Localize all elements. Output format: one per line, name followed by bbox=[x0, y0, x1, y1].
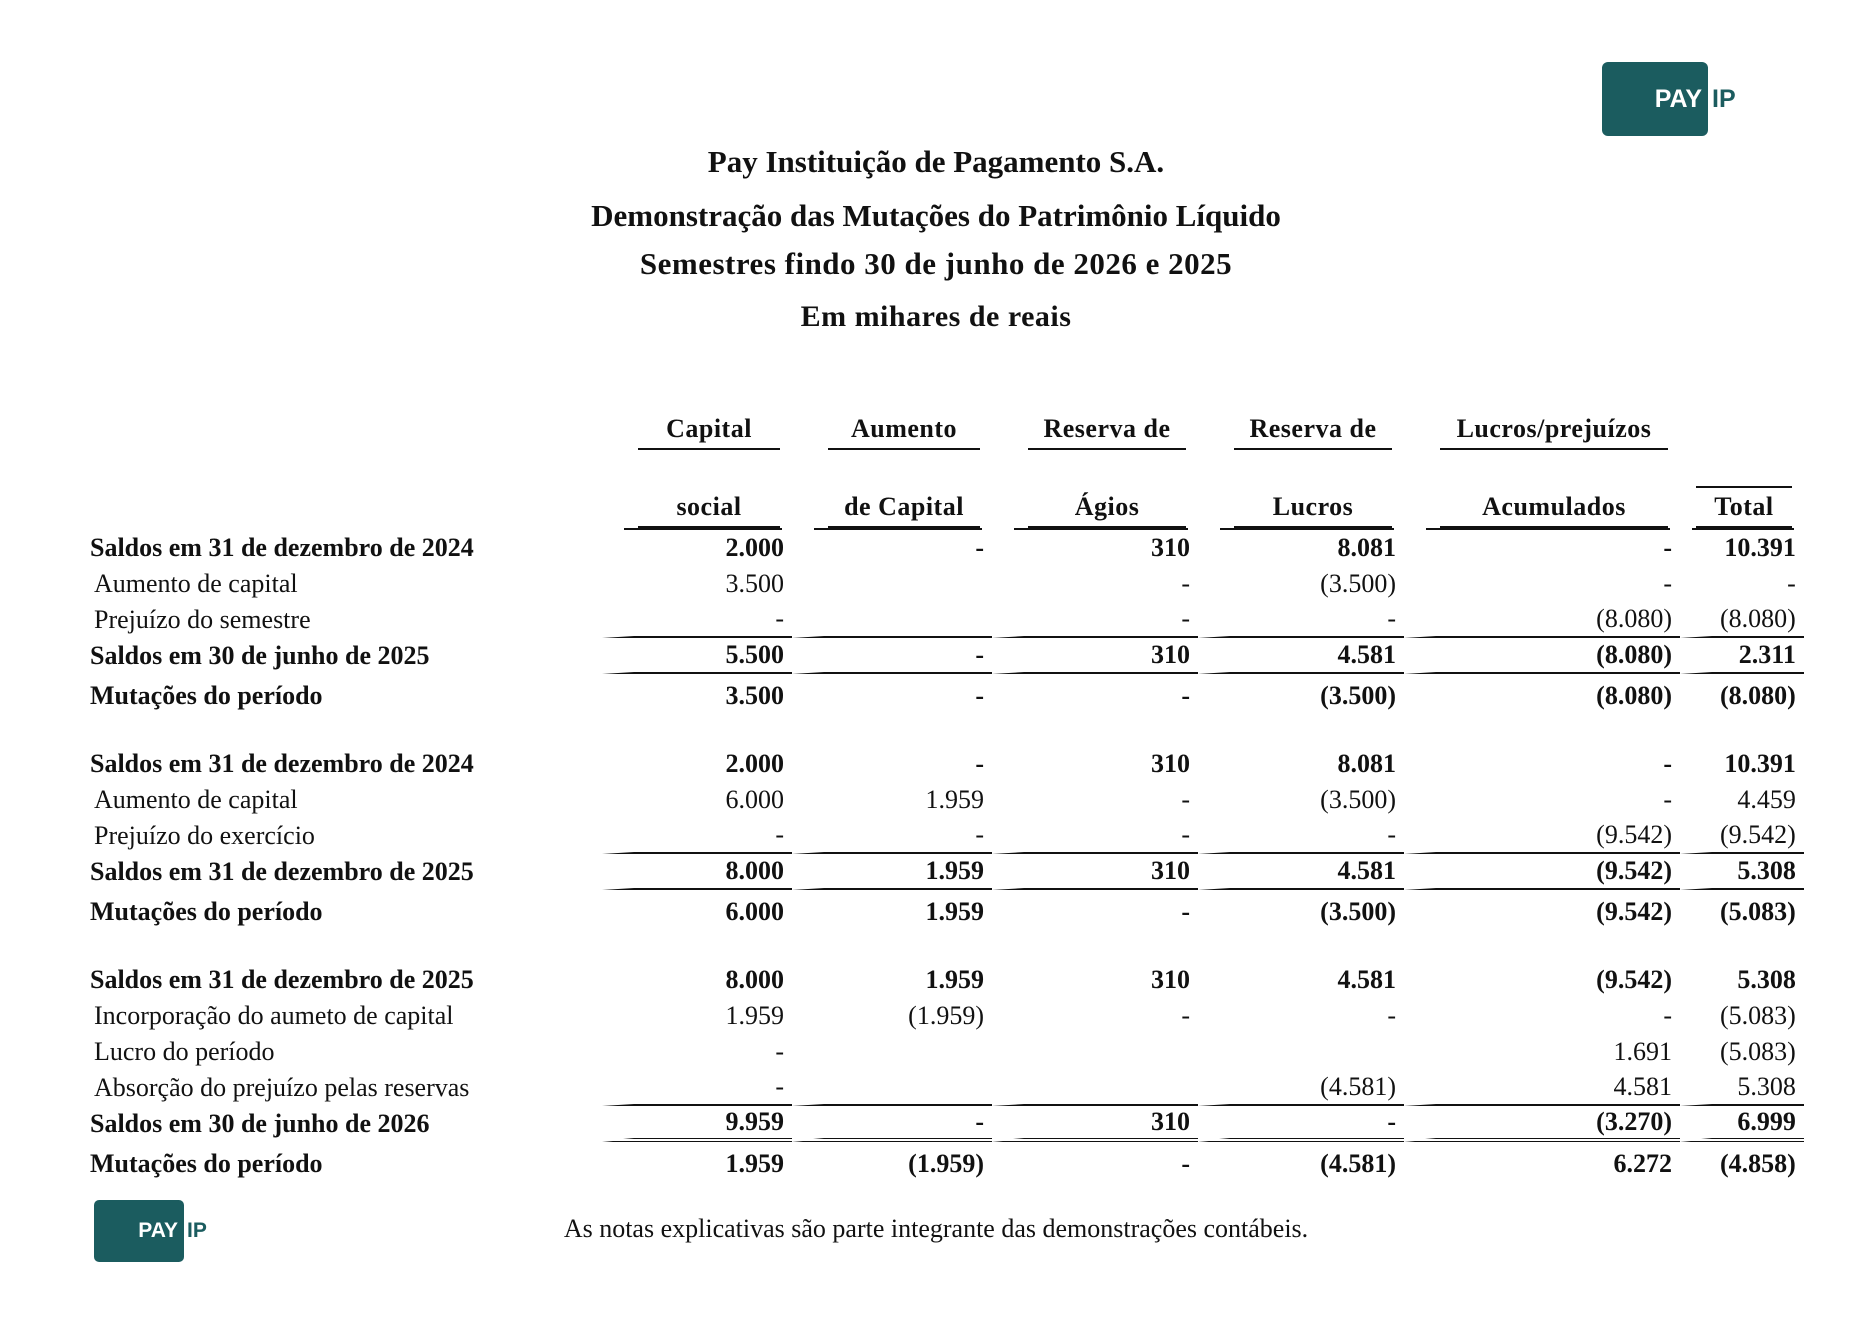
cell-aumento-capital: - bbox=[792, 1106, 992, 1142]
cell-lucros-acumulados: 4.581 bbox=[1404, 1070, 1680, 1106]
cell-reserva-agios: - bbox=[1181, 785, 1190, 814]
cell-lucros-acumulados: - bbox=[1663, 1001, 1672, 1030]
cell-lucros-acumulados: (8.080) bbox=[1404, 602, 1680, 638]
spacer-cell bbox=[1198, 934, 1404, 962]
row-label: Absorção do prejuízo pelas reservas bbox=[94, 1073, 470, 1102]
row-label: Mutações do período bbox=[90, 897, 323, 926]
cell-total: 6.999 bbox=[1680, 1106, 1804, 1142]
payip-logo-top bbox=[1602, 62, 1736, 136]
spacer-cell bbox=[792, 934, 992, 962]
cell-reserva-agios: - bbox=[992, 818, 1198, 854]
cell-aumento-capital bbox=[792, 602, 992, 638]
cell-reserva-agios bbox=[992, 1070, 1198, 1106]
cell-capital-social: 6.000 bbox=[725, 897, 784, 926]
col-header-reserva-agios: Reserva de Ágios bbox=[992, 410, 1198, 530]
row-label: Lucro do período bbox=[94, 1037, 275, 1066]
cell-reserva-agios: - bbox=[1181, 569, 1190, 598]
cell-reserva-lucros: 8.081 bbox=[1337, 533, 1396, 562]
cell-total: (9.542) bbox=[1680, 818, 1804, 854]
statement-title: Demonstração das Mutações do Patrimônio Líquido bbox=[591, 198, 1281, 233]
cell-lucros-acumulados: 1.691 bbox=[1613, 1037, 1672, 1066]
cell-aumento-capital: - bbox=[975, 749, 984, 778]
cell-total: (5.083) bbox=[1720, 1037, 1796, 1066]
col-header-capital-social: Capital social bbox=[602, 410, 792, 530]
cell-total: (5.083) bbox=[1720, 1001, 1796, 1030]
cell-aumento-capital: (1.959) bbox=[908, 1001, 984, 1030]
movement-row bbox=[82, 1034, 1804, 1070]
cell-capital-social: - bbox=[602, 602, 792, 638]
movement-row bbox=[82, 602, 1804, 638]
movement-row bbox=[82, 818, 1804, 854]
cell-capital-social: 2.000 bbox=[725, 533, 784, 562]
row-label: Saldos em 31 de dezembro de 2025 bbox=[90, 857, 474, 886]
row-label: Saldos em 31 de dezembro de 2024 bbox=[90, 749, 474, 778]
row-label: Prejuízo do exercício bbox=[94, 821, 315, 850]
cell-reserva-agios: - bbox=[1181, 1001, 1190, 1030]
cell-reserva-lucros: 4.581 bbox=[1337, 965, 1396, 994]
spacer-cell bbox=[82, 718, 602, 746]
cell-capital-social: 6.000 bbox=[725, 785, 784, 814]
spacer-cell bbox=[602, 934, 792, 962]
spacer-cell bbox=[1680, 718, 1804, 746]
cell-capital-social: - bbox=[775, 1037, 784, 1066]
cell-reserva-agios bbox=[992, 1034, 1198, 1070]
cell-capital-social: 2.000 bbox=[725, 749, 784, 778]
cell-reserva-lucros: (4.581) bbox=[1198, 1070, 1404, 1106]
spacer-cell bbox=[82, 934, 602, 962]
cell-reserva-lucros: (4.581) bbox=[1320, 1149, 1396, 1178]
spacer-cell bbox=[602, 718, 792, 746]
cell-reserva-lucros: (3.500) bbox=[1320, 569, 1396, 598]
cell-lucros-acumulados: (9.542) bbox=[1404, 818, 1680, 854]
logo-pay-box: PAY bbox=[1602, 62, 1708, 136]
cell-aumento-capital: 1.959 bbox=[925, 785, 984, 814]
cell-total: 2.311 bbox=[1680, 638, 1804, 674]
cell-aumento-capital: - bbox=[792, 818, 992, 854]
column-header-row bbox=[82, 410, 1804, 530]
cell-capital-social: 8.000 bbox=[602, 854, 792, 890]
spacer-cell bbox=[792, 718, 992, 746]
spacer-row bbox=[82, 934, 1804, 962]
row-label: Saldos em 30 de junho de 2026 bbox=[90, 1109, 430, 1138]
cell-aumento-capital bbox=[792, 566, 992, 602]
cell-lucros-acumulados: - bbox=[1663, 785, 1672, 814]
row-label: Saldos em 31 de dezembro de 2025 bbox=[90, 965, 474, 994]
spacer-cell bbox=[992, 718, 1198, 746]
cell-total: 5.308 bbox=[1737, 965, 1796, 994]
cell-reserva-lucros: 4.581 bbox=[1198, 638, 1404, 674]
cell-lucros-acumulados: 6.272 bbox=[1613, 1149, 1672, 1178]
cell-capital-social: 3.500 bbox=[725, 569, 784, 598]
balance-row bbox=[82, 746, 1804, 782]
footer-note: As notas explicativas são parte integrante das demonstrações contábeis. bbox=[563, 1214, 1309, 1243]
row-label: Saldos em 30 de junho de 2025 bbox=[90, 641, 430, 670]
cell-aumento-capital: 1.959 bbox=[792, 854, 992, 890]
col-header-reserva-lucros: Reserva de Lucros bbox=[1198, 410, 1404, 530]
row-label: Prejuízo do semestre bbox=[94, 605, 311, 634]
logo-ip-text: IP bbox=[187, 1219, 207, 1242]
col-header-lucros-acumulados: Lucros/prejuízos Acumulados bbox=[1404, 410, 1680, 530]
balance-row bbox=[82, 1106, 1804, 1142]
spacer-row bbox=[82, 718, 1804, 746]
cell-aumento-capital: - bbox=[792, 638, 992, 674]
cell-lucros-acumulados: - bbox=[1663, 569, 1672, 598]
cell-reserva-lucros: 8.081 bbox=[1337, 749, 1396, 778]
cell-capital-social: - bbox=[602, 818, 792, 854]
cell-total: 4.459 bbox=[1737, 785, 1796, 814]
cell-lucros-acumulados: (8.080) bbox=[1404, 638, 1680, 674]
period-change-row bbox=[82, 1142, 1804, 1186]
cell-lucros-acumulados: - bbox=[1663, 749, 1672, 778]
cell-reserva-lucros: - bbox=[1198, 602, 1404, 638]
cell-capital-social: 5.500 bbox=[602, 638, 792, 674]
cell-reserva-lucros: - bbox=[1387, 1001, 1396, 1030]
row-label: Aumento de capital bbox=[94, 569, 298, 598]
movement-row bbox=[82, 566, 1804, 602]
header-label-cell bbox=[82, 410, 602, 530]
period-change-row bbox=[82, 674, 1804, 718]
cell-capital-social: 1.959 bbox=[725, 1001, 784, 1030]
cell-reserva-lucros: (3.500) bbox=[1320, 785, 1396, 814]
cell-total: 5.308 bbox=[1680, 854, 1804, 890]
cell-lucros-acumulados: (9.542) bbox=[1596, 965, 1672, 994]
cell-aumento-capital bbox=[792, 1070, 992, 1106]
cell-reserva-lucros: - bbox=[1198, 1106, 1404, 1142]
cell-reserva-lucros: (3.500) bbox=[1320, 897, 1396, 926]
unit-label: Em mihares de reais bbox=[800, 300, 1072, 333]
cell-reserva-agios: 310 bbox=[1151, 749, 1190, 778]
balance-row bbox=[82, 854, 1804, 890]
cell-reserva-lucros bbox=[1198, 1034, 1404, 1070]
cell-capital-social: - bbox=[602, 1070, 792, 1106]
movement-row bbox=[82, 1070, 1804, 1106]
row-label: Mutações do período bbox=[90, 681, 323, 710]
cell-reserva-agios: - bbox=[1181, 681, 1190, 710]
cell-reserva-lucros: 4.581 bbox=[1198, 854, 1404, 890]
row-label: Incorporação do aumeto de capital bbox=[94, 1001, 454, 1030]
cell-lucros-acumulados: (9.542) bbox=[1404, 854, 1680, 890]
row-label: Aumento de capital bbox=[94, 785, 298, 814]
cell-total: 10.391 bbox=[1724, 533, 1796, 562]
cell-aumento-capital: (1.959) bbox=[908, 1149, 984, 1178]
col-header-total: Total bbox=[1680, 410, 1804, 530]
cell-lucros-acumulados: (9.542) bbox=[1596, 897, 1672, 926]
cell-aumento-capital: - bbox=[975, 681, 984, 710]
cell-reserva-agios: - bbox=[992, 602, 1198, 638]
balance-row bbox=[82, 962, 1804, 998]
cell-aumento-capital: - bbox=[975, 533, 984, 562]
cell-reserva-agios: 310 bbox=[1151, 965, 1190, 994]
cell-capital-social: 1.959 bbox=[725, 1149, 784, 1178]
balance-row bbox=[82, 530, 1804, 566]
cell-aumento-capital bbox=[792, 1034, 992, 1070]
cell-total: (4.858) bbox=[1720, 1149, 1796, 1178]
cell-reserva-agios: 310 bbox=[1151, 533, 1190, 562]
company-name: Pay Instituição de Pagamento S.A. bbox=[707, 144, 1165, 179]
period-change-row bbox=[82, 890, 1804, 934]
cell-total: - bbox=[1787, 569, 1796, 598]
cell-reserva-lucros: (3.500) bbox=[1320, 681, 1396, 710]
cell-aumento-capital: 1.959 bbox=[925, 965, 984, 994]
cell-aumento-capital: 1.959 bbox=[925, 897, 984, 926]
row-label: Saldos em 31 de dezembro de 2024 bbox=[90, 533, 474, 562]
col-header-aumento-capital: Aumento de Capital bbox=[792, 410, 992, 530]
cell-total: (8.080) bbox=[1720, 681, 1796, 710]
cell-reserva-lucros: - bbox=[1198, 818, 1404, 854]
logo-ip-text: IP bbox=[1712, 84, 1736, 113]
period-title: Semestres findo 30 de junho de 2026 e 2025 bbox=[639, 246, 1233, 281]
spacer-cell bbox=[992, 934, 1198, 962]
cell-total: 5.308 bbox=[1680, 1070, 1804, 1106]
spacer-cell bbox=[1404, 934, 1680, 962]
logo-pay-box: PAY bbox=[94, 1200, 184, 1262]
spacer-cell bbox=[1404, 718, 1680, 746]
cell-reserva-agios: 310 bbox=[992, 638, 1198, 674]
row-label: Mutações do período bbox=[90, 1149, 323, 1178]
cell-lucros-acumulados: - bbox=[1663, 533, 1672, 562]
cell-capital-social: 9.959 bbox=[602, 1106, 792, 1142]
cell-reserva-agios: - bbox=[1181, 1149, 1190, 1178]
cell-total: (8.080) bbox=[1680, 602, 1804, 638]
cell-total: (5.083) bbox=[1720, 897, 1796, 926]
cell-total: 10.391 bbox=[1724, 749, 1796, 778]
cell-reserva-agios: - bbox=[1181, 897, 1190, 926]
balance-row bbox=[82, 638, 1804, 674]
cell-reserva-agios: 310 bbox=[992, 1106, 1198, 1142]
movement-row bbox=[82, 998, 1804, 1034]
spacer-cell bbox=[1198, 718, 1404, 746]
movement-row bbox=[82, 782, 1804, 818]
cell-lucros-acumulados: (8.080) bbox=[1596, 681, 1672, 710]
cell-capital-social: 8.000 bbox=[725, 965, 784, 994]
cell-reserva-agios: 310 bbox=[992, 854, 1198, 890]
equity-changes-table bbox=[82, 410, 1804, 1186]
cell-capital-social: 3.500 bbox=[725, 681, 784, 710]
spacer-cell bbox=[1680, 934, 1804, 962]
cell-lucros-acumulados: (3.270) bbox=[1404, 1106, 1680, 1142]
